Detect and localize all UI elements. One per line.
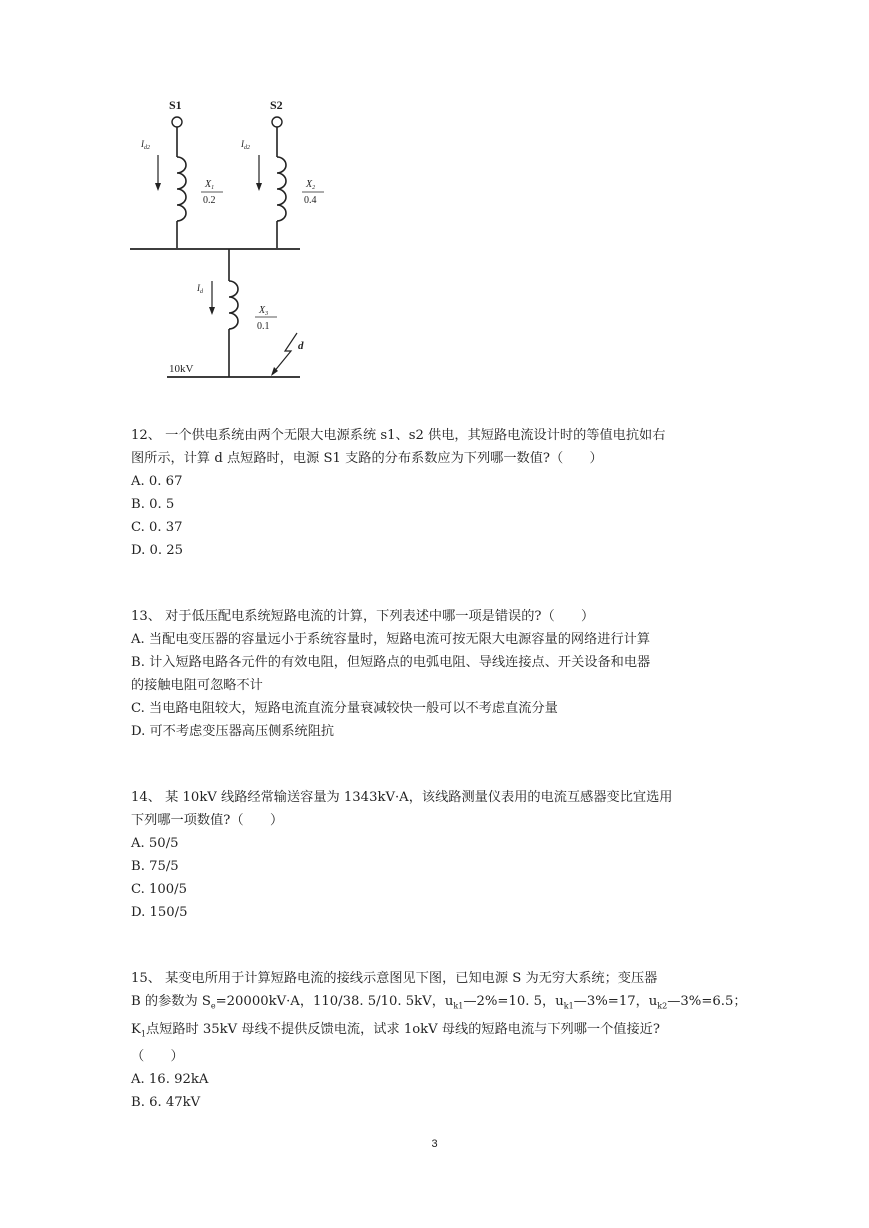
fault-lightning-icon	[273, 333, 297, 373]
question-13-option-a: A. 当配电变压器的容量远小于系统容量时，短路电流可按无限大电源容量的网络进行计算	[131, 632, 651, 647]
source-s1-label: S1	[169, 98, 182, 112]
question-13	[131, 605, 751, 743]
question-12	[131, 424, 751, 562]
reactance-x3-coil	[229, 281, 238, 329]
source-s2-label: S2	[270, 98, 283, 112]
question-15	[131, 967, 751, 1114]
question-14-text-line1: 14、 某 10kV 线路经常输送容量为 1343kV·A，该线路测量仪表用的电流互感器变比宜选用	[131, 790, 673, 805]
question-12-option-d: D. 0. 25	[131, 543, 184, 558]
current-label-d: $I_d$	[197, 283, 203, 295]
question-13-text: 13、 对于低压配电系统短路电流的计算，下列表述中哪一项是错误的?（ ）	[131, 609, 595, 624]
circuit-diagram	[125, 95, 317, 385]
question-14-option-c: C. 100/5	[131, 882, 188, 897]
question-14-option-b: B. 75/5	[131, 859, 179, 874]
current-label-s1: $I_{d2}$	[141, 139, 150, 151]
question-13-option-d: D. 可不考虑变压器高压侧系统阻抗	[131, 724, 335, 739]
page-number: 3	[431, 1138, 438, 1150]
reactance-x1-value: 0.2	[203, 195, 216, 206]
source-s1-terminal	[172, 117, 182, 127]
reactance-x2-coil	[277, 157, 286, 221]
question-15-text-line1: 15、 某变电所用于计算短路电流的接线示意图见下图，已知电源 S 为无穷大系统；变压器	[131, 971, 658, 986]
bus-10kv-label: 10kV	[169, 363, 194, 375]
question-15-text-line3: $K_1$点短路时 35kV 母线不提供反馈电流，试求 1okV 母线的短路电流与下列哪一个值接近?	[131, 1021, 660, 1039]
question-12-option-c: C. 0. 37	[131, 520, 183, 535]
current-label-s2: $I_{d2}$	[241, 139, 250, 151]
reactance-x1-label: $X_1$	[205, 179, 215, 191]
reactance-x3-label: $X_3$	[259, 305, 269, 317]
question-12-text-line1: 12、 一个供电系统由两个无限大电源系统 s1、s2 供电，其短路电流设计时的等值电抗如右	[131, 428, 666, 443]
question-13-option-b-cont: 的接触电阻可忽略不计	[131, 678, 263, 693]
question-14-option-a: A. 50/5	[131, 836, 179, 851]
question-15-option-a: A. 16. 92kA	[131, 1072, 209, 1088]
question-12-option-a: A. 0. 67	[131, 474, 183, 489]
question-15-text-line2: B 的参数为 $S_e=20000kV\cdot A$，110/38. 5/10. 5kV，$u_{k1}—2\%=10$. 5，$u_{k1}—3\%=17$，$u_{k2}—3\%=6.5$；	[131, 994, 747, 1011]
question-15-answer-blank: （ ）	[131, 1049, 184, 1065]
reactance-x1-coil	[177, 157, 186, 221]
question-13-option-c: C. 当电路电阻较大，短路电流直流分量衰减较快一般可以不考虑直流分量	[131, 701, 558, 716]
source-s2-terminal	[272, 117, 282, 127]
question-12-text-line2: 图所示，计算 d 点短路时，电源 S1 支路的分布系数应为下列哪一数值?（ ）	[131, 451, 603, 466]
question-14-option-d: D. 150/5	[131, 905, 188, 920]
question-14	[131, 786, 751, 924]
reactance-x2-value: 0.4	[304, 195, 317, 206]
reactance-x3-value: 0.1	[257, 321, 270, 332]
question-15-option-b: B. 6. 47kV	[131, 1095, 201, 1111]
question-14-text-line2: 下列哪一项数值?（ ）	[131, 813, 284, 828]
reactance-x2-label: $X_2$	[306, 179, 316, 191]
fault-point-label: d	[298, 340, 304, 352]
question-13-option-b: B. 计入短路电路各元件的有效电阻，但短路点的电弧电阻、导线连接点、开关设备和电器	[131, 655, 651, 670]
question-12-option-b: B. 0. 5	[131, 497, 175, 512]
